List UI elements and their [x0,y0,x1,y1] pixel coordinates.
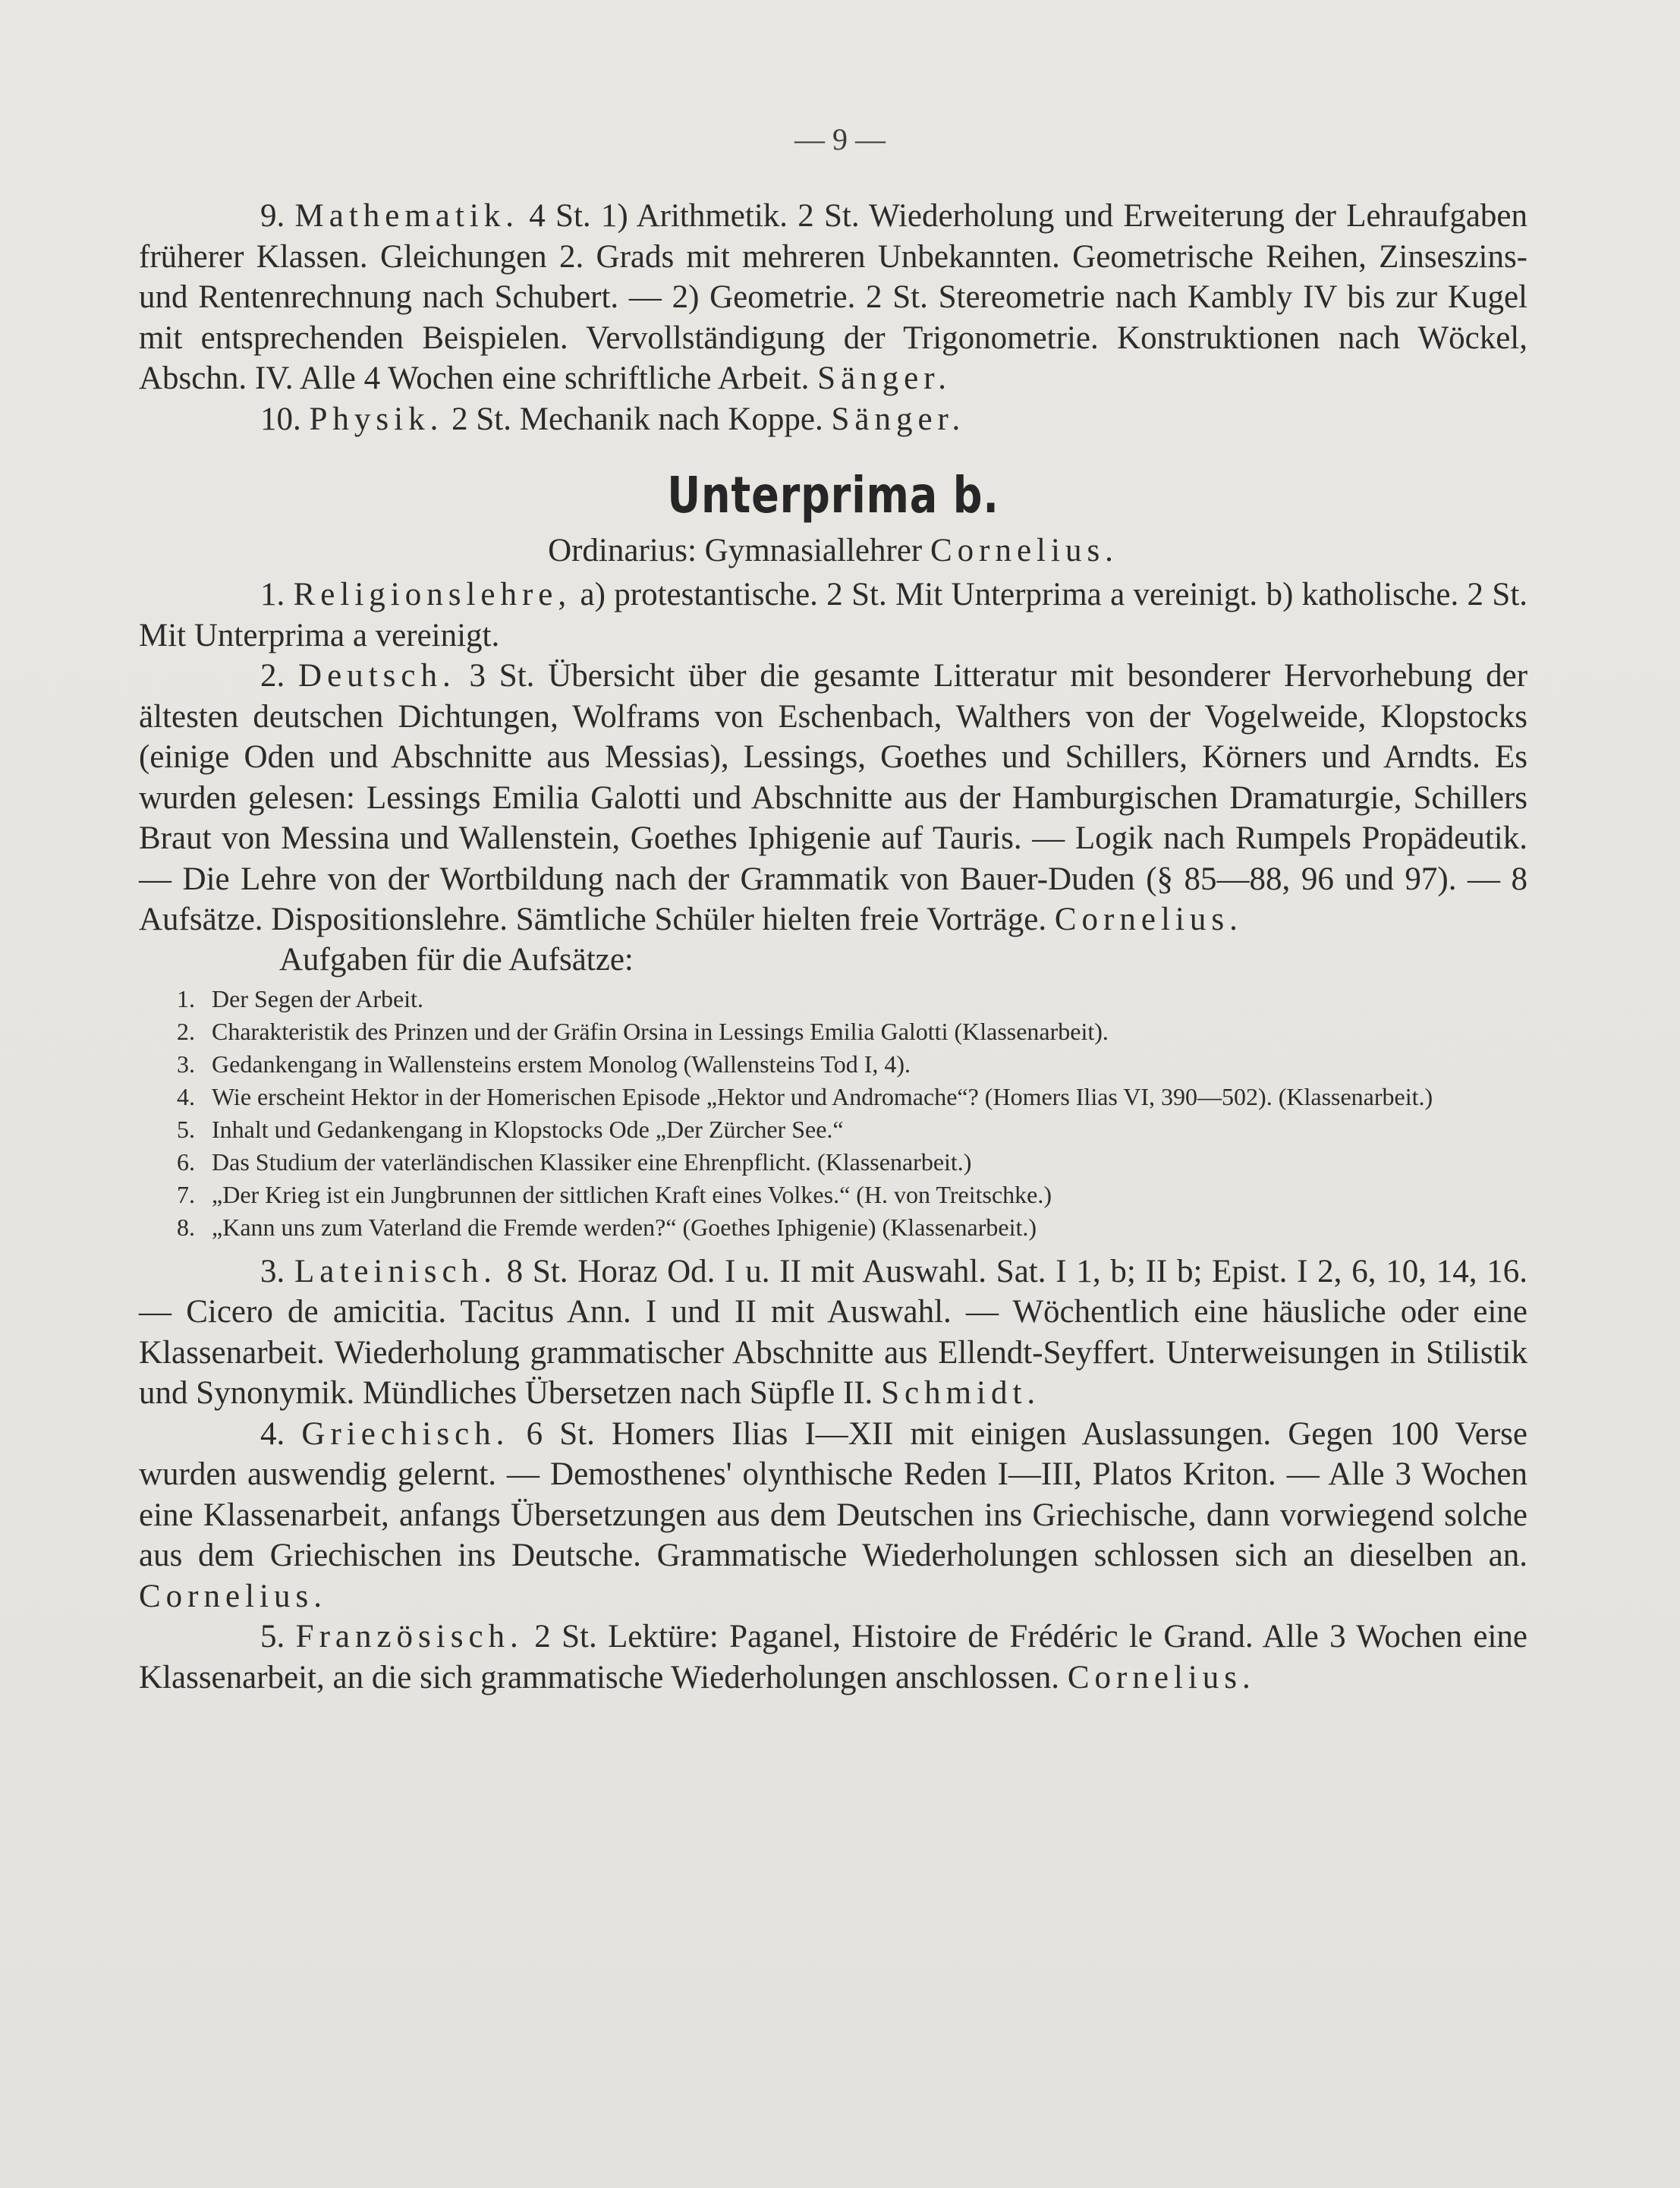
topic-number: 7. [177,1180,195,1208]
subject-title: Religionslehre, [293,577,572,612]
subject-number: 3. [260,1253,285,1289]
topic-number: 5. [177,1115,195,1143]
essay-topics-heading: Aufgaben für die Aufsätze: [279,941,634,978]
list-item [139,1146,1527,1179]
subject-text: 3 St. Übersicht über die gesamte Litteratur mit besonderer Hervorhebung der ältesten deutschen Dichtungen, Wolframs von Eschenbach, Walthers von der Vogelweide, Klopstocks (einige Oden und Abschnitte aus Messias), Lessings, Goethes und Schillers, Körners und Arndts. Es wurden gelesen: Lessings Emilia Galotti und Abschnitte aus der Hamburgischen Dramaturgie, Schillers Braut von Messina und Wallenstein, Goethes Iphigenie auf Tauris. — Logik nach Rumpels Propädeutik. — Die Lehre von der Wortbildung nach der Grammatik von Bauer-Duden (§ 85—88, 96 und 97). — 8 Aufsätze. Dispositionslehre. Sämtliche Schüler hielten freie Vorträge. [139,658,1528,937]
topic-text: „Kann uns zum Vaterland die Fremde werden?“ (Goethes Iphigenie) (Klassenarbeit.) [212,1213,1037,1241]
teacher-name: Sänger. [817,360,952,396]
section-deutsch [139,656,1527,940]
subject-number: 5. [260,1619,285,1654]
topic-number: 6. [177,1148,195,1176]
ordinarius-line [139,530,1527,571]
ordinarius-name: Cornelius. [930,533,1118,568]
topic-number: 8. [177,1213,195,1241]
subject-title: Mathematik. [294,198,520,234]
subject-text: 6 St. Homers Ilias I—XII mit einigen Auslassungen. Gegen 100 Verse wurden auswendig gelernt. — Demosthenes' olynthische Reden I—III, Platos Kriton. — Alle 3 Wochen eine Klassenarbeit, anfangs Übersetzungen aus dem Deutschen ins Griechische, dann vorwiegend solche aus dem Griechischen ins Deutsche. Grammatische Wiederholungen schlossen sich an dieselben an. [139,1415,1527,1573]
subject-title: Französisch. [295,1619,524,1654]
subject-title: Griechisch. [301,1415,510,1452]
topic-text: Das Studium der vaterländischen Klassiker eine Ehrenpflicht. (Klassenarbeit.) [212,1148,972,1176]
class-heading: Unterprima b. [667,466,999,524]
section-physik [139,399,1527,440]
list-item [139,1211,1527,1244]
list-item [139,1015,1527,1048]
topic-number: 1. [177,984,195,1012]
section-religion [139,575,1527,656]
topic-number: 4. [177,1082,195,1110]
topic-text: Charakteristik des Prinzen und der Gräfin Orsina in Lessings Emilia Galotti (Klassenarbeit). [212,1017,1109,1045]
teacher-name: Cornelius. [1067,1659,1256,1695]
section-griechisch [139,1414,1527,1617]
topic-text: Wie erscheint Hektor in der Homerischen Episode „Hektor und Andromache“? (Homers Ilias VI, 390—502). (Klassenarbeit.) [212,1082,1433,1110]
topic-text: Der Segen der Arbeit. [212,984,424,1012]
teacher-name: Schmidt. [881,1375,1041,1411]
list-item [139,1179,1527,1211]
page-number: — 9 — [794,122,886,156]
section-mathematik [139,196,1527,399]
subject-title: Deutsch. [298,658,456,694]
topic-text: Inhalt und Gedankengang in Klopstocks Ode „Der Zürcher See.“ [212,1115,844,1143]
subject-number: 1. [260,577,285,612]
subject-number: 4. [260,1415,285,1452]
list-item [139,1081,1527,1113]
teacher-name: Cornelius. [139,1578,327,1614]
subject-number: 9. [260,198,285,234]
subject-number: 10. [260,401,301,437]
teacher-name: Cornelius. [1054,902,1243,937]
subject-text: 2 St. Lektüre: Paganel, Histoire de Frédéric le Grand. Alle 3 Wochen eine Klassenarbeit, an die sich grammatische Wiederholungen anschlossen. [139,1619,1528,1695]
topic-text: Gedankengang in Wallensteins erstem Monolog (Wallensteins Tod I, 4). [212,1050,911,1078]
topic-number: 3. [177,1050,195,1078]
list-item [139,983,1527,1015]
topic-number: 2. [177,1017,195,1045]
subject-text: 8 St. Horaz Od. I u. II mit Auswahl. Sat. I 1, b; II b; Epist. I 2, 6, 10, 14, 16. — Cicero de amicitia. Tacitus Ann. I und II mit Auswahl. — Wöchentlich eine häusliche oder eine Klassenarbeit. Wiederholung grammatischer Abschnitte aus Ellendt-Seyffert. Unterweisungen in Stilistik und Synonymik. Mündliches Übersetzen nach Süpfle II. [139,1253,1527,1411]
essay-topics-list [139,983,1527,1244]
section-latein [139,1251,1527,1414]
ordinarius-label: Ordinarius: Gymnasiallehrer [548,533,923,568]
subject-number: 2. [260,658,285,694]
list-item [139,1113,1527,1146]
subject-text: a) protestantische. 2 St. Mit Unterprima a vereinigt. b) katholische. 2 St. Mit Unterprima a vereinigt. [139,577,1528,653]
subject-title: Lateinisch. [294,1253,497,1289]
list-item [139,1048,1527,1081]
page-content [139,196,1527,1698]
teacher-name: Sänger. [831,401,966,437]
section-franzoesisch [139,1617,1527,1698]
subject-text: 4 St. 1) Arithmetik. 2 St. Wiederholung und Erweiterung der Lehraufgaben früherer Klassen. Gleichungen 2. Grads mit mehreren Unbekannten. Geometrische Reihen, Zinseszins- und Rentenrechnung nach Schubert. — 2) Geometrie. 2 St. Stereometrie nach Kambly IV bis zur Kugel mit entsprechenden Beispielen. Vervollständigung der Trigonometrie. Konstruktionen nach Wöckel, Abschn. IV. Alle 4 Wochen eine schriftliche Arbeit. [139,198,1527,396]
subject-text: 2 St. Mechanik nach Koppe. [451,401,823,437]
subject-title: Physik. [309,401,444,437]
topic-text: „Der Krieg ist ein Jungbrunnen der sittlichen Kraft eines Volkes.“ (H. von Treitschke.) [212,1180,1052,1208]
